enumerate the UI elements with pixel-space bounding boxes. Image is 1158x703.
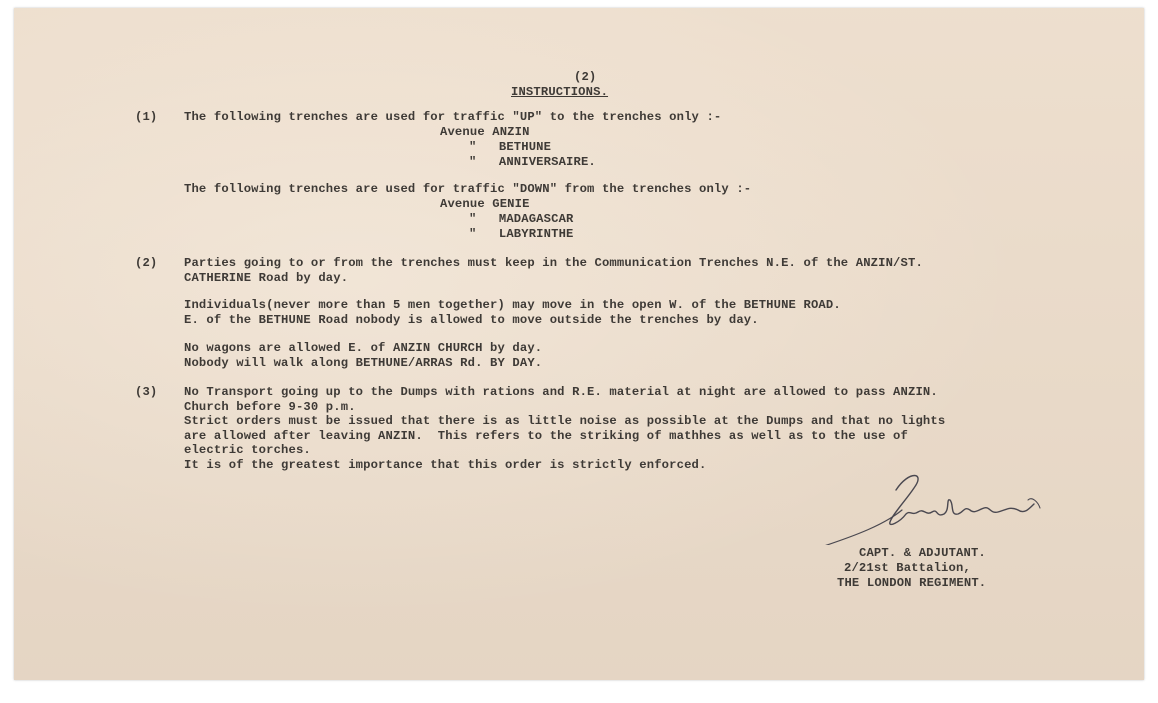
up-trench-item: Avenue ANZIN <box>440 125 530 139</box>
section-2-number: (2) <box>135 256 158 270</box>
section-3-number: (3) <box>135 385 158 399</box>
section-3-line: No Transport going up to the Dumps with rations and R.E. material at night are allowed to pass ANZIN. <box>184 385 938 399</box>
page-number: (2) <box>574 70 597 84</box>
section-3-line: Strict orders must be issued that there is as little noise as possible at the Dumps and that no lights <box>184 414 946 428</box>
section-3-line: electric torches. <box>184 443 311 457</box>
up-trench-item: " ANNIVERSAIRE. <box>469 155 596 169</box>
up-traffic-intro: The following trenches are used for traffic "UP" to the trenches only :- <box>184 110 722 124</box>
section-3-line: It is of the greatest importance that this order is strictly enforced. <box>184 458 707 472</box>
section-2-line: Nobody will walk along BETHUNE/ARRAS Rd. BY DAY. <box>184 356 543 370</box>
document-page <box>14 8 1144 680</box>
section-1-number: (1) <box>135 110 158 124</box>
section-2-line: No wagons are allowed E. of ANZIN CHURCH by day. <box>184 341 543 355</box>
signatory-unit: 2/21st Battalion, <box>844 561 971 575</box>
down-traffic-intro: The following trenches are used for traffic "DOWN" from the trenches only :- <box>184 182 752 196</box>
section-2-line: Individuals(never more than 5 men together) may move in the open W. of the BETHUNE ROAD. <box>184 298 841 312</box>
section-2-line: CATHERINE Road by day. <box>184 271 349 285</box>
signatory-regiment: THE LONDON REGIMENT. <box>837 576 987 590</box>
up-trench-item: " BETHUNE <box>469 140 552 154</box>
section-2-line: Parties going to or from the trenches must keep in the Communication Trenches N.E. of the ANZIN/ST. <box>184 256 923 270</box>
section-3-line: are allowed after leaving ANZIN. This refers to the striking of mathhes as well as to the use of <box>184 429 908 443</box>
down-trench-item: Avenue GENIE <box>440 197 530 211</box>
section-3-line: Church before 9-30 p.m. <box>184 400 356 414</box>
down-trench-item: " LABYRINTHE <box>469 227 574 241</box>
document-heading: INSTRUCTIONS. <box>511 85 609 99</box>
down-trench-item: " MADAGASCAR <box>469 212 574 226</box>
handwritten-signature <box>814 470 1054 540</box>
signatory-title: CAPT. & ADJUTANT. <box>859 546 986 560</box>
section-2-line: E. of the BETHUNE Road nobody is allowed to move outside the trenches by day. <box>184 313 759 327</box>
